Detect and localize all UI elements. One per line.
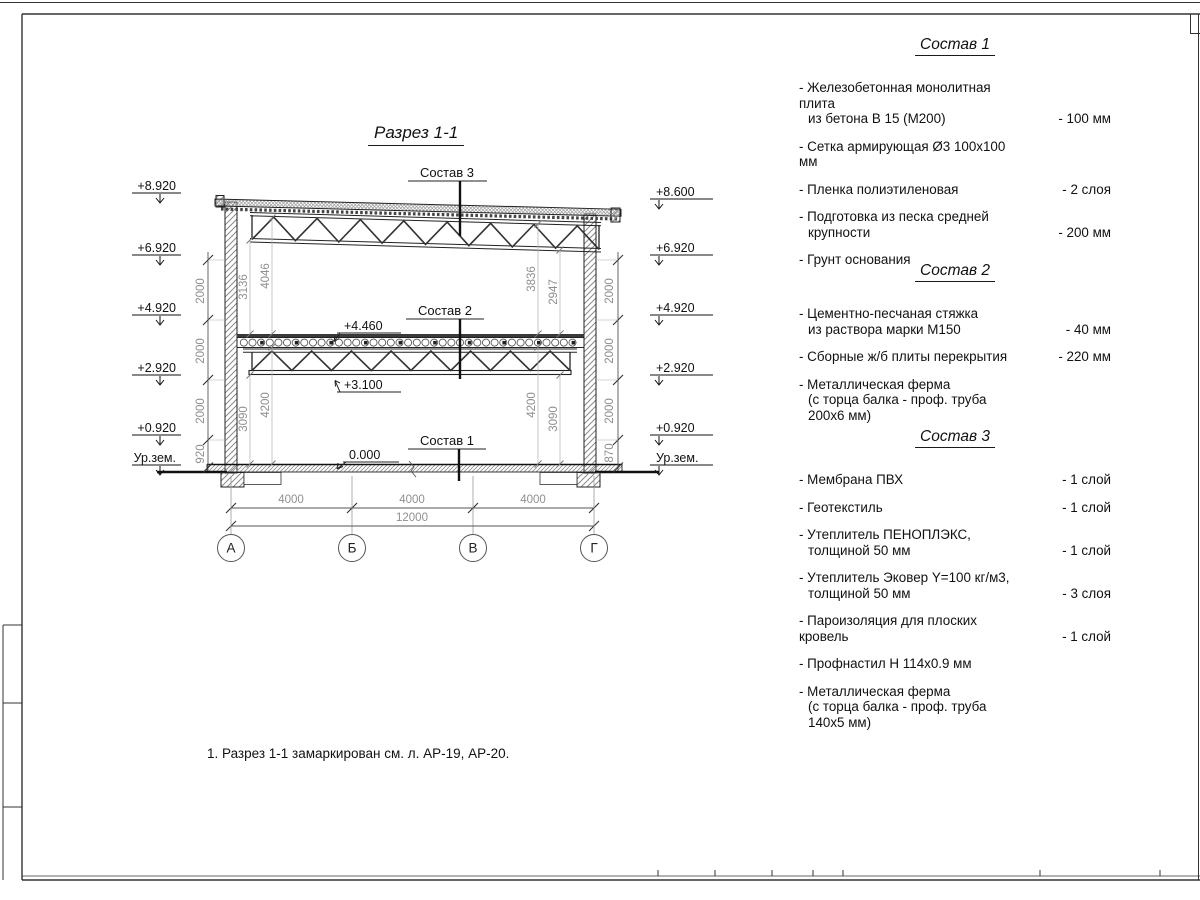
- spec-item-value: - 2 слоя: [1062, 181, 1111, 197]
- spec-item-value: - 100 мм: [1058, 111, 1111, 126]
- leader-s1: [408, 433, 486, 481]
- elevation-left-3: +2.920: [137, 361, 176, 375]
- spec-item-value: - 220 мм: [1058, 349, 1111, 364]
- dim-bottom-2: 4000: [520, 494, 546, 506]
- dim-left-chain-1: 2000: [195, 338, 207, 364]
- sheet-note: 1. Разрез 1-1 замаркирован см. л. АР-19, АР-20.: [207, 746, 510, 761]
- dim-inner-lu-1: 4046: [260, 263, 272, 289]
- level-value-4460: +4.460: [344, 319, 383, 333]
- spec-item: [799, 656, 1111, 672]
- spec-heading-2: Состав 2: [799, 262, 1111, 280]
- spec-heading-1: Состав 1: [799, 36, 1111, 54]
- spec-item-label: - Металлическая ферма (с торца балка - проф. труба 200х6 мм): [799, 376, 987, 423]
- right-wall: [584, 214, 596, 473]
- spec-item-value: - 40 мм: [1065, 321, 1111, 337]
- floor-truss-diagonals: [252, 351, 570, 371]
- dim-right-chain-3: 870: [604, 443, 616, 463]
- spec-item: [799, 684, 1111, 731]
- spec-item-label: - Сетка армирующая Ø3 100х100 мм: [799, 138, 1006, 169]
- elevation-marks-left: [132, 179, 181, 475]
- left-wall: [225, 202, 237, 473]
- dim-inner-ll-1: 4200: [260, 392, 272, 418]
- foundation-right: [577, 473, 600, 488]
- spec-items-3: [799, 472, 1111, 730]
- spec-item-label: - Утеплитель ПЕНОПЛЭКС, толщиной 50 мм: [799, 527, 971, 558]
- dim-inner-ru-1: 2947: [548, 279, 560, 305]
- dim-bottom-0: 4000: [278, 494, 304, 506]
- building-section: [132, 165, 713, 562]
- spec-item-label: - Пароизоляция для плоских кровель: [799, 613, 977, 644]
- elevation-right-4: +0.920: [656, 421, 695, 435]
- spec-item-label: - Цементно-песчаная стяжка из раствора марки М150: [799, 306, 979, 337]
- leader-label-s1: Состав 1: [420, 433, 474, 448]
- spec-item-value: - 3 слоя: [1062, 585, 1111, 601]
- axis-label-v: В: [468, 540, 478, 556]
- level-mark-3100: [335, 378, 401, 392]
- leader-label-s3: Состав 3: [420, 165, 474, 180]
- dim-right-chain-2: 2000: [604, 398, 616, 424]
- spec-item-label: - Железобетонная монолитная плита из бетона В 15 (М200): [799, 80, 991, 126]
- elevation-right-1: +6.920: [656, 241, 695, 255]
- level-value-0000: 0.000: [349, 448, 381, 462]
- spec-item: [799, 472, 1111, 488]
- dim-total: 12000: [396, 512, 428, 524]
- spec-item-label: - Пленка полиэтиленовая: [799, 181, 959, 197]
- axis-bubbles: [218, 535, 608, 562]
- dim-inner-lu-0: 3136: [238, 274, 250, 300]
- elevation-right-2: +4.920: [656, 301, 695, 315]
- spec-item: [799, 570, 1111, 601]
- dim-right-chain-1: 2000: [604, 338, 616, 364]
- elevation-right-0: +8.600: [656, 185, 695, 199]
- drawing-title: Разрез 1-1: [368, 123, 464, 146]
- spec-item-label: - Сборные ж/б плиты перекрытия: [799, 349, 1008, 364]
- elevation-left-5: Ур.зем.: [133, 451, 176, 465]
- elevation-left-4: +0.920: [137, 421, 176, 435]
- axis-label-b: Б: [347, 540, 357, 556]
- elevation-right-5: Ур.зем.: [656, 451, 699, 465]
- spec-item: [799, 500, 1111, 516]
- axis-label-g: Г: [590, 540, 598, 556]
- roof-truss-diagonals: [252, 217, 599, 249]
- spec-item-label: - Металлическая ферма (с торца балка - проф. труба 140х5 мм): [799, 683, 987, 730]
- roof-assembly: [215, 196, 621, 253]
- axis-label-a: А: [226, 540, 236, 556]
- dim-inner-ru-0: 3836: [526, 266, 538, 292]
- dim-right-chain-0: 2000: [604, 278, 616, 304]
- dim-left-chain-3: 920: [195, 444, 207, 464]
- spec-item-value: - 200 мм: [1058, 224, 1111, 240]
- spec-item: [799, 182, 1111, 198]
- spec-item-value: - 1 слой: [1062, 628, 1111, 644]
- spec-heading-3: Состав 3: [799, 428, 1111, 446]
- spec-section-1: [799, 36, 1111, 280]
- spec-item-label: - Мембрана ПВХ: [799, 472, 904, 487]
- elevation-marks-right: [650, 185, 713, 475]
- spec-items-1: [799, 80, 1111, 268]
- level-value-3100: +3.100: [344, 378, 383, 392]
- dim-inner-rl-1: 3090: [548, 406, 560, 432]
- spec-item-label: - Грунт основания: [799, 252, 911, 267]
- elevation-left-2: +4.920: [137, 301, 176, 315]
- title-block-ticks: [658, 870, 1160, 876]
- spec-item-value: - 1 слой: [1062, 499, 1111, 515]
- spec-item: [799, 209, 1111, 240]
- spec-item-label: - Профнастил Н 114х0.9 мм: [799, 656, 972, 671]
- spec-item-label: - Геотекстиль: [799, 499, 883, 515]
- spec-item: [799, 349, 1111, 365]
- ground-slab: [157, 461, 659, 487]
- dim-inner-ll-0: 3090: [238, 406, 250, 432]
- elevation-left-1: +6.920: [137, 241, 176, 255]
- floor-screed: [237, 334, 584, 338]
- dim-left-chain-2: 2000: [195, 398, 207, 424]
- elevation-right-3: +2.920: [656, 361, 695, 375]
- spec-item-value: - 1 слой: [1062, 472, 1111, 487]
- elevation-left-0: +8.920: [137, 179, 176, 193]
- spec-item: [799, 80, 1111, 127]
- spec-item-label: - Подготовка из песка средней крупности: [799, 209, 989, 240]
- spec-item-label: - Утеплитель Эковер Y=100 кг/м3, толщиной 50 мм: [799, 570, 1010, 601]
- spec-section-3: [799, 428, 1111, 742]
- spec-items-2: [799, 306, 1111, 423]
- dim-inner-rl-0: 4200: [526, 392, 538, 418]
- middle-floor: [237, 334, 584, 375]
- roof-right-cap: [611, 208, 620, 222]
- dim-bottom-1: 4000: [399, 494, 425, 506]
- leader-label-s2: Состав 2: [418, 303, 472, 318]
- spec-item: [799, 527, 1111, 558]
- foundation-left: [221, 473, 244, 488]
- spec-item: [799, 377, 1111, 424]
- spec-section-2: [799, 262, 1111, 435]
- spec-item-value: - 1 слой: [1062, 542, 1111, 558]
- spec-item: [799, 306, 1111, 337]
- spec-item: [799, 139, 1111, 170]
- floor-truss-chords: [243, 349, 577, 375]
- leader-s3: [408, 165, 487, 236]
- dim-left-chain-0: 2000: [195, 278, 207, 304]
- spec-item: [799, 613, 1111, 644]
